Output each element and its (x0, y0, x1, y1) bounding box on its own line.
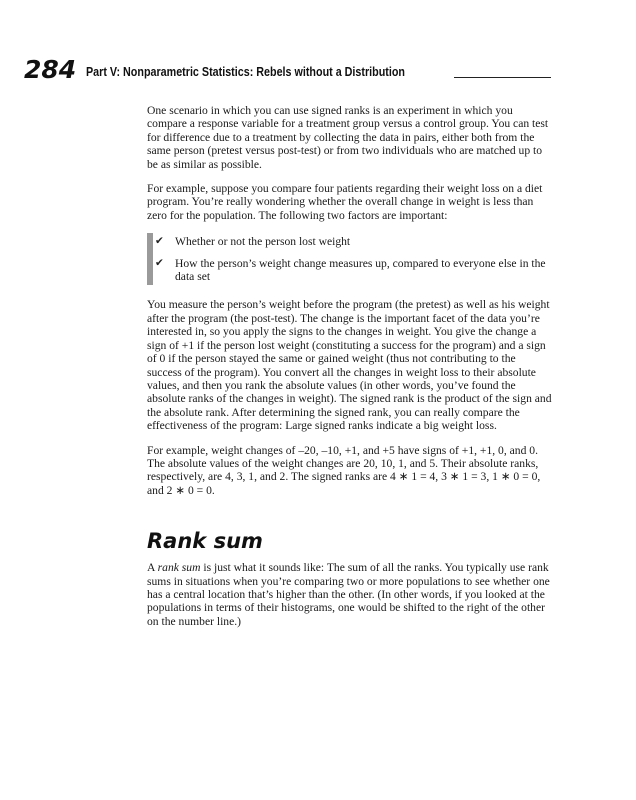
paragraph: For example, weight changes of –20, –10, +1, and +5 have signs of +1, +1, 0, and 0. The absolute values of the weight changes are 20, 10, 1, and 5. Their absolute ranks, respectively, are 4, 3, 1, and 2. The signed ranks are 4 ∗ 1 = 4, 3 ∗ 1 = 3, 1 ∗ 0 = 0, and 2 ∗ 0 = 0. (147, 443, 541, 497)
bullet-list-bar (147, 233, 153, 285)
paragraph-rest: is just what it sounds like: The sum of all the ranks. You typically use rank sums in situations when you’re comparing two or more populations to see whether one has a central location that’s higher than the other. (In other words, if you looked at the populations in terms of their histograms, one would be shifted to the right of the other on the number line.) (147, 561, 550, 628)
list-item (155, 235, 552, 249)
body-text (147, 104, 552, 639)
paragraph: For example, suppose you compare four patients regarding their weight loss on a diet program. You’re really wondering whether the overall change in weight is less than zero for the population. The following two factors are important: (147, 182, 543, 222)
running-head: Part V: Nonparametric Statistics: Rebels without a Distribution (86, 65, 405, 79)
page-number: 284 (24, 55, 77, 84)
list-item-text: Whether or not the person lost weight (175, 235, 351, 249)
paragraph: One scenario in which you can use signed ranks is an experiment in which you compare a response variable for a treatment group versus a control group. You can test for difference due to a treatment by collecting the data in pairs, either both from the same person (pretest versus post-test) or from two individuals who are matched up to be as similar as possible. (147, 104, 549, 171)
checkmark-icon: ✔ (155, 256, 164, 269)
term-rank-sum: rank sum (157, 561, 201, 575)
bullet-list (147, 233, 552, 285)
section-heading: Rank sum (147, 529, 263, 554)
running-head-rule (454, 77, 551, 78)
paragraph: You measure the person’s weight before the program (the pretest) as well as his weight after the program (the post-test). The change is the important facet of the data you’re interested in, so you apply the signs to the changes in weight. You give the change a sign of +1 if the person lost weight (constituting a success for the program) and a sign of 0 if the person stayed the same or gained weight (thus not contributing to the success of the program). You convert all the changes in weight loss to their absolute values, and then you rank the absolute values (in other words, you’ve found the absolute ranks of the changes in weight). The signed rank is the product of the sign and the absolute rank. After determining the signed rank, you can really compare the effectiveness of the program: Large signed ranks indicate a big weight loss. (147, 298, 552, 433)
paragraph (147, 561, 552, 628)
list-item-text: How the person’s weight change measures up, compared to everyone else in the data set (175, 256, 546, 284)
checkmark-icon: ✔ (155, 235, 164, 248)
list-item (155, 256, 552, 284)
paragraph-lead: A (147, 561, 158, 575)
